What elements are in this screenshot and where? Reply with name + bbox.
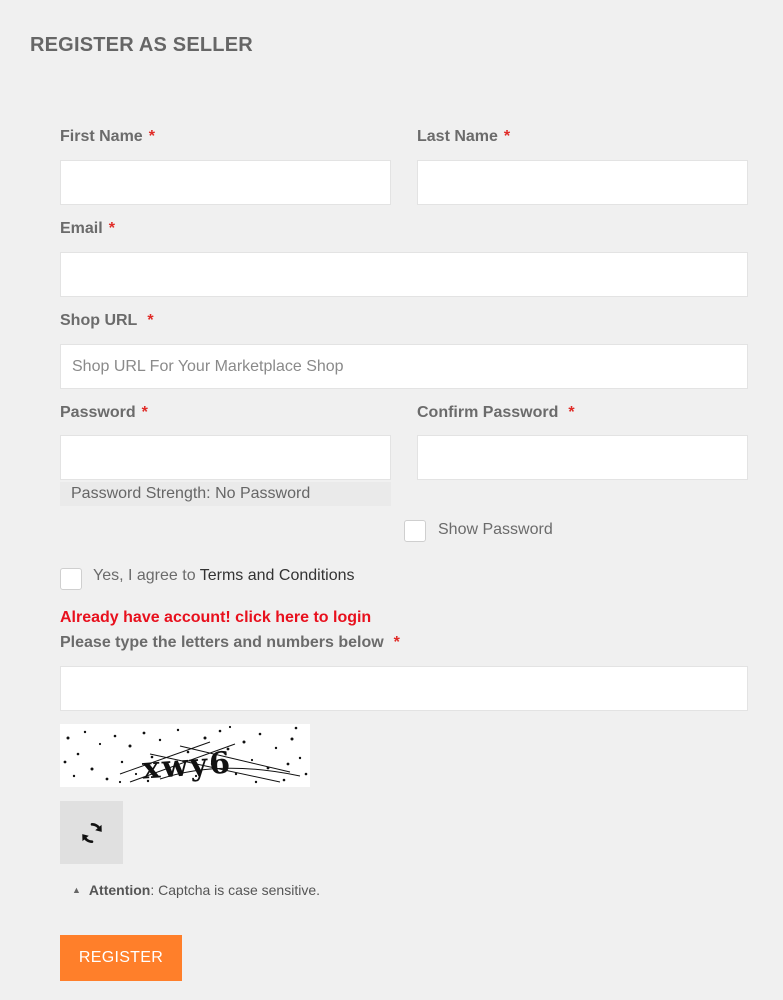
attention-text: : Captcha is case sensitive. bbox=[150, 882, 320, 898]
captcha-image bbox=[60, 724, 310, 787]
last-name-input[interactable] bbox=[417, 160, 748, 205]
email-input[interactable] bbox=[60, 252, 748, 297]
confirm-password-input[interactable] bbox=[417, 435, 748, 480]
terms-link[interactable]: Terms and Conditions bbox=[199, 567, 355, 584]
shop-url-label bbox=[60, 312, 154, 330]
first-name-label-text: First Name bbox=[60, 128, 143, 145]
page-title: REGISTER AS SELLER bbox=[30, 34, 253, 56]
required-marker: * bbox=[568, 404, 575, 421]
terms-prefix: Yes, I agree to bbox=[93, 567, 200, 584]
triangle-up-icon: ▲ bbox=[72, 885, 81, 895]
password-label-text: Password bbox=[60, 404, 136, 421]
captcha-refresh-button[interactable] bbox=[60, 801, 123, 864]
required-marker: * bbox=[503, 128, 511, 145]
required-marker: * bbox=[108, 220, 115, 237]
required-marker: * bbox=[393, 634, 400, 651]
password-label bbox=[60, 404, 148, 422]
required-marker: * bbox=[147, 312, 154, 329]
first-name-input[interactable] bbox=[60, 160, 391, 205]
show-password-label[interactable]: Show Password bbox=[438, 521, 553, 538]
confirm-password-label bbox=[417, 404, 575, 422]
email-label bbox=[60, 220, 115, 238]
shop-url-input[interactable] bbox=[60, 344, 748, 389]
terms-checkbox[interactable] bbox=[60, 568, 82, 590]
refresh-icon bbox=[79, 820, 105, 846]
captcha-text: xwy6 bbox=[141, 745, 234, 787]
required-marker: * bbox=[148, 128, 155, 145]
captcha-attention bbox=[72, 882, 320, 898]
captcha-input[interactable] bbox=[60, 666, 748, 711]
password-input[interactable] bbox=[60, 435, 391, 480]
captcha-noise bbox=[60, 724, 310, 787]
register-button[interactable]: REGISTER bbox=[60, 935, 182, 981]
show-password-checkbox[interactable] bbox=[404, 520, 426, 542]
captcha-label bbox=[60, 634, 400, 652]
login-link[interactable]: Already have account! click here to login bbox=[60, 609, 372, 626]
terms-label bbox=[93, 567, 355, 585]
last-name-label-text: Last Name bbox=[417, 128, 498, 145]
first-name-label bbox=[60, 128, 155, 146]
shop-url-label-text: Shop URL bbox=[60, 312, 138, 329]
attention-title: Attention bbox=[88, 882, 151, 898]
password-strength: Password Strength: No Password bbox=[60, 482, 391, 506]
confirm-password-label-text: Confirm Password bbox=[417, 404, 559, 421]
email-label-text: Email bbox=[60, 220, 103, 237]
last-name-label bbox=[417, 128, 510, 146]
required-marker: * bbox=[141, 404, 148, 421]
captcha-label-text: Please type the letters and numbers below bbox=[60, 634, 384, 651]
